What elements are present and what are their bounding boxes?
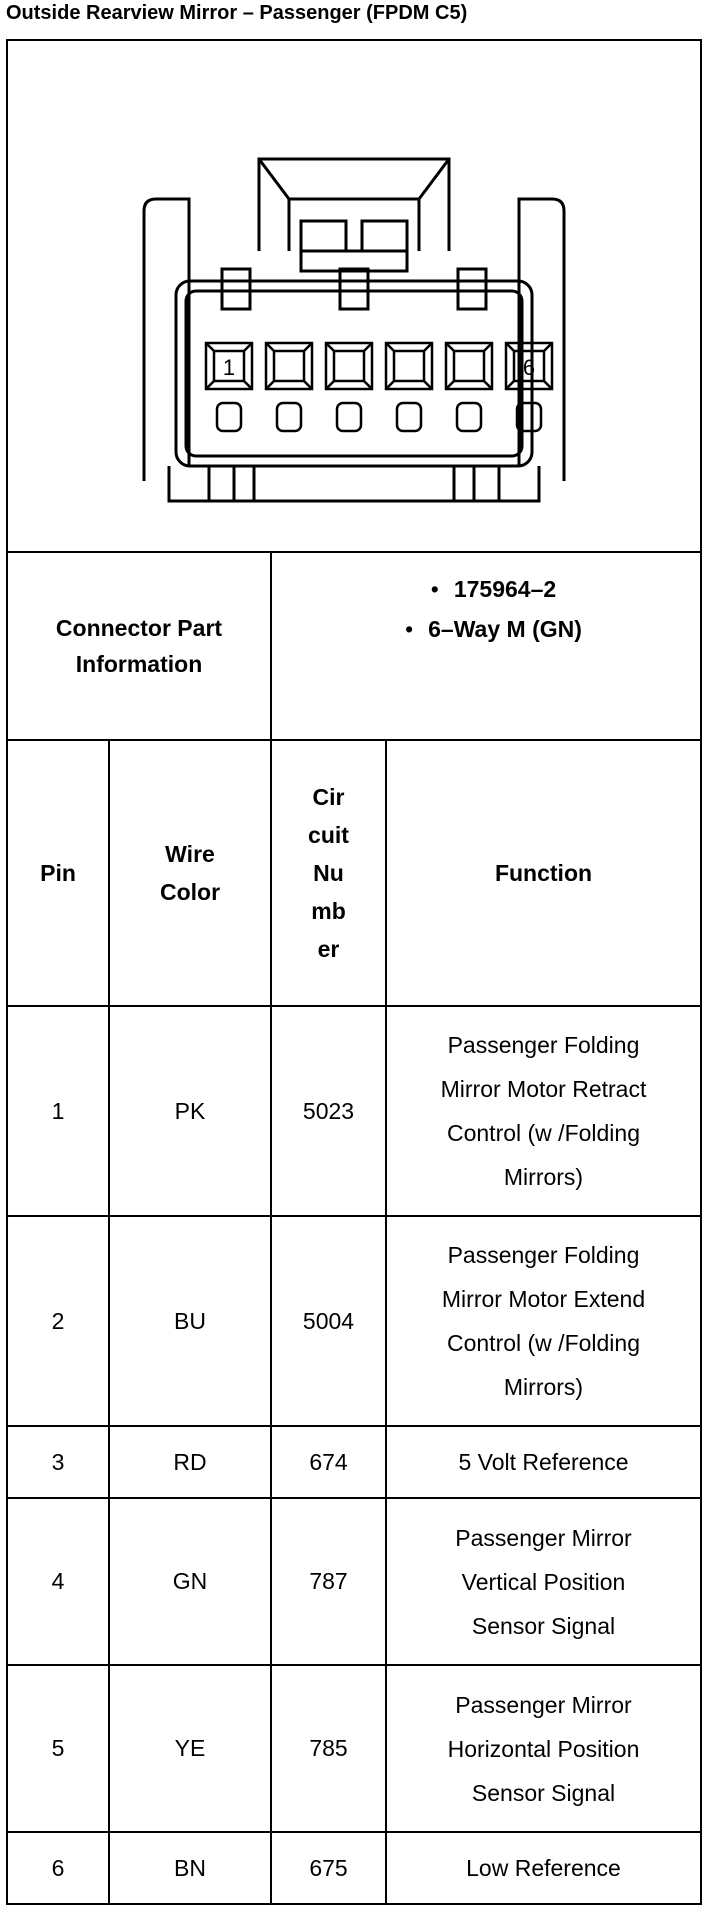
- connector-info-list-cell: [271, 552, 701, 740]
- connector-info-list: [272, 569, 700, 649]
- pin-header: Pin: [7, 740, 109, 1006]
- function-cell: Passenger Mirror Vertical Position Sensor Signal: [386, 1498, 701, 1665]
- circuit-number-header: Cir cuit Nu mb er: [271, 740, 386, 1006]
- circuit-cell: 785: [271, 1665, 386, 1832]
- wire-color-cell: BU: [109, 1216, 271, 1426]
- pin-cell: 6: [7, 1832, 109, 1904]
- connector-table: [6, 39, 702, 1905]
- table-row: [7, 1832, 701, 1904]
- function-cell: 5 Volt Reference: [386, 1426, 701, 1498]
- wire-color-cell: PK: [109, 1006, 271, 1216]
- pin-cell: 1: [7, 1006, 109, 1216]
- circuit-cell: 675: [271, 1832, 386, 1904]
- function-cell: Passenger Mirror Horizontal Position Sensor Signal: [386, 1665, 701, 1832]
- pin-cell: 2: [7, 1216, 109, 1426]
- wire-color-header: Wire Color: [109, 740, 271, 1006]
- pin-cell: 5: [7, 1665, 109, 1832]
- pin-cell: 3: [7, 1426, 109, 1498]
- connector-type: • 6–Way M (GN): [272, 609, 700, 649]
- table-row: [7, 1498, 701, 1665]
- wire-color-cell: RD: [109, 1426, 271, 1498]
- connector-diagram: [94, 81, 614, 511]
- table-row: [7, 1426, 701, 1498]
- function-cell: Low Reference: [386, 1832, 701, 1904]
- table-row: [7, 1006, 701, 1216]
- connector-part-number: • 175964–2: [272, 569, 700, 609]
- table-row: [7, 1216, 701, 1426]
- circuit-cell: 674: [271, 1426, 386, 1498]
- circuit-cell: 787: [271, 1498, 386, 1665]
- pin-label-first: 1: [222, 355, 236, 380]
- pin-label-last: 6: [522, 355, 536, 380]
- page-title: Outside Rearview Mirror – Passenger (FPDM C5): [6, 2, 468, 24]
- wire-color-cell: YE: [109, 1665, 271, 1832]
- function-header: Function: [386, 740, 701, 1006]
- function-cell: Passenger Folding Mirror Motor Retract Control (w /Folding Mirrors): [386, 1006, 701, 1216]
- wire-color-cell: GN: [109, 1498, 271, 1665]
- wire-color-cell: BN: [109, 1832, 271, 1904]
- table-row: [7, 1665, 701, 1832]
- circuit-cell: 5004: [271, 1216, 386, 1426]
- table-header-row: [7, 740, 701, 1006]
- function-cell: Passenger Folding Mirror Motor Extend Control (w /Folding Mirrors): [386, 1216, 701, 1426]
- pin-cell: 4: [7, 1498, 109, 1665]
- connector-info-label: Connector Part Information: [55, 615, 223, 677]
- connector-diagram-cell: [7, 40, 701, 552]
- circuit-cell: 5023: [271, 1006, 386, 1216]
- connector-info-label-cell: [7, 552, 271, 740]
